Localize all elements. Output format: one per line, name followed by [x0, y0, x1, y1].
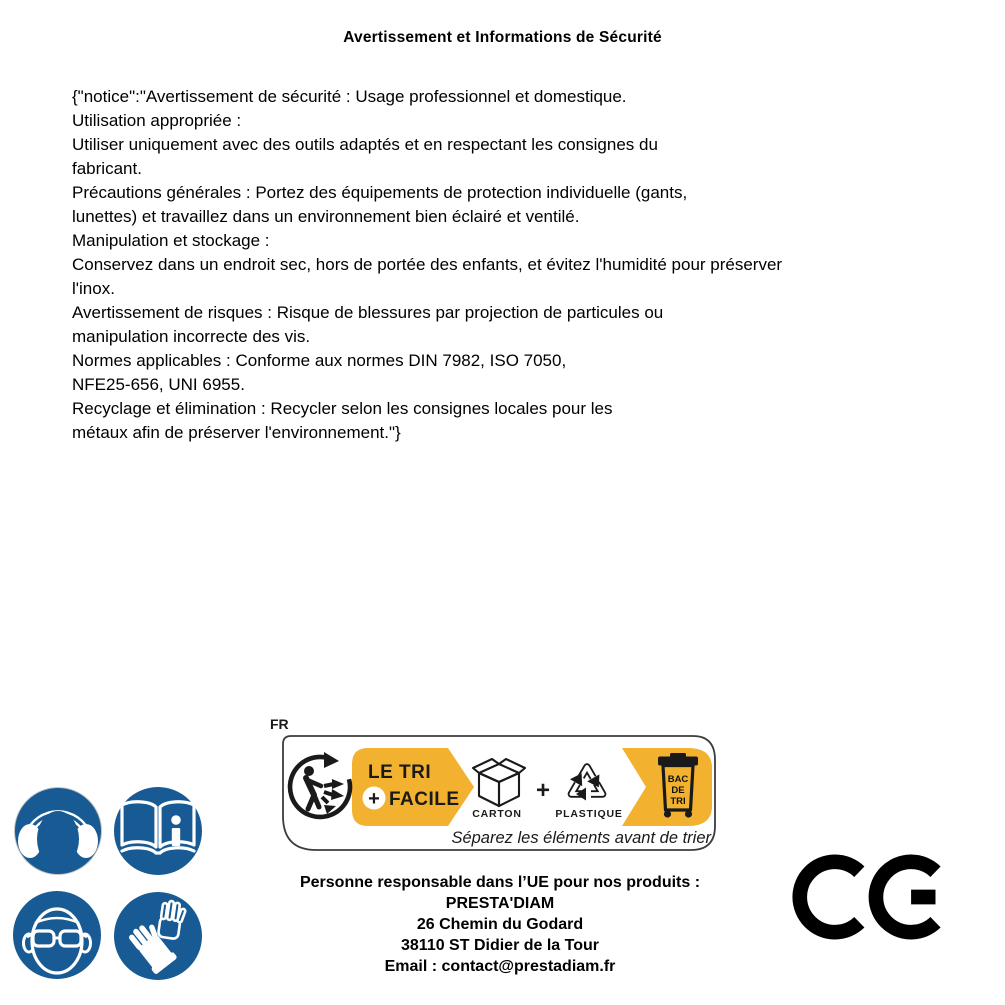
- headline-line2: FACILE: [389, 789, 460, 810]
- wear-ear-protection-icon: [13, 786, 103, 876]
- headline-plus: +: [368, 788, 380, 810]
- bin-label-line2: DE: [671, 785, 685, 796]
- notice-line: {"notice":"Avertissement de sécurité : Usage professionnel et domestique.: [72, 87, 627, 106]
- notice-line: l'inox.: [72, 279, 115, 298]
- notice-line: lunettes) et travaillez dans un environnement bien éclairé et ventilé.: [72, 207, 580, 226]
- sorting-tagline: Séparez les éléments avant de trier: [451, 829, 711, 847]
- notice-line: Conservez dans un endroit sec, hors de portée des enfants, et évitez l'humidité pour préserver: [72, 255, 783, 274]
- bin-label-line3: TRI: [670, 796, 686, 807]
- notice-line: métaux afin de préserver l'environnement."}: [72, 423, 401, 442]
- notice-line: Normes applicables : Conforme aux normes DIN 7982, ISO 7050,: [72, 351, 567, 370]
- responsible-line: 38110 ST Didier de la Tour: [401, 937, 599, 954]
- materials-plus: +: [535, 777, 551, 804]
- responsible-line: Email : contact@prestadiam.fr: [384, 958, 616, 975]
- info-tri-graphic: [268, 710, 728, 858]
- responsible-person-block: [150, 872, 850, 977]
- notice-line: fabricant.: [72, 159, 142, 178]
- responsible-line: PRESTA'DIAM: [445, 895, 555, 912]
- notice-line: Avertissement de risques : Risque de blessures par projection de particules ou: [72, 303, 664, 322]
- notice-line: Utilisation appropriée :: [72, 111, 242, 130]
- read-instruction-manual-icon: [113, 786, 203, 876]
- responsible-line: Personne responsable dans l’UE pour nos produits :: [299, 874, 701, 891]
- headline-line1: LE TRI: [368, 762, 432, 783]
- notice-line: NFE25-656, UNI 6955.: [72, 375, 245, 394]
- notice-line: Précautions générales : Portez des équipements de protection individuelle (gants,: [72, 183, 688, 202]
- notice-line: Utiliser uniquement avec des outils adaptés et en respectant les consignes du: [72, 135, 658, 154]
- safety-notice-text: [72, 85, 952, 445]
- notice-line: Recyclage et élimination : Recycler selon les consignes locales pour les: [72, 399, 613, 418]
- wear-eye-protection-icon: [12, 890, 102, 980]
- country-code: FR: [270, 716, 289, 732]
- page-title: Avertissement et Informations de Sécurité: [343, 29, 662, 46]
- bin-label-line1: BAC: [667, 774, 689, 785]
- material-label-carton: CARTON: [472, 808, 522, 820]
- notice-line: manipulation incorrecte des vis.: [72, 327, 311, 346]
- ce-mark-icon: [790, 846, 956, 948]
- responsible-line: 26 Chemin du Godard: [416, 916, 584, 933]
- info-tri-label: [268, 710, 728, 858]
- material-label-plastique: PLASTIQUE: [555, 808, 623, 820]
- notice-line: Manipulation et stockage :: [72, 231, 270, 250]
